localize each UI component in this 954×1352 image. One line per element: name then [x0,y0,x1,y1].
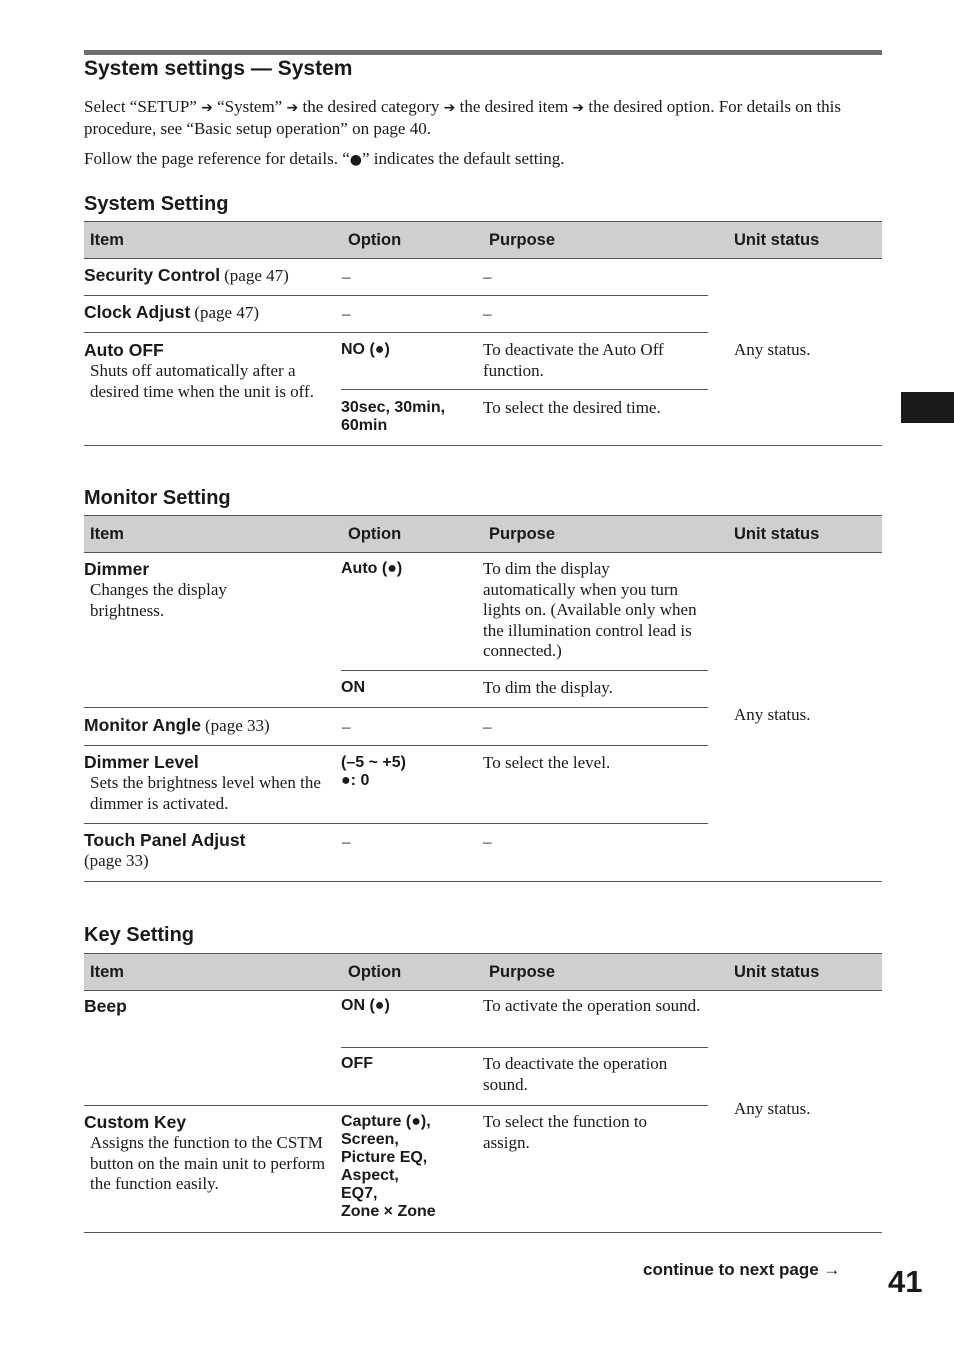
header-unit-status: Unit status [734,963,820,981]
option-cell: – [342,304,351,323]
table-bottom-rule [84,881,882,882]
item-name: Beep [84,996,127,1016]
monitor-setting-table [84,515,882,883]
system-setting-title: System Setting [84,193,229,215]
item-name: Auto OFF [84,340,164,360]
option-item: EQ7, [341,1185,378,1202]
row-divider [84,295,708,296]
table-header [84,515,882,553]
table-row-item [84,752,334,814]
item-name: Clock Adjust [84,302,191,322]
option-cell: – [342,832,351,851]
top-rule [84,50,882,55]
intro-text: the desired item [455,97,573,116]
item-description: Shuts off automatically after a desired time when the unit is off. [90,361,314,401]
note-text: Follow the page reference for details. “ [84,149,350,168]
header-option: Option [348,231,402,249]
key-setting-table [84,953,882,1234]
table-row-item [84,340,334,402]
header-purpose: Purpose [489,963,556,981]
purpose-cell: To select the desired time. [483,398,661,417]
purpose-cell: – [483,832,492,851]
item-name: Custom Key [84,1112,187,1132]
item-description: Assigns the function to the CSTM button on the main unit to perform the function easily. [90,1133,326,1193]
row-divider [84,332,708,333]
table-row-item [84,1112,334,1195]
header-item: Item [90,525,124,543]
continue-next-page: continue to next page → [643,1260,841,1279]
purpose-cell: – [483,267,492,286]
purpose-cell: To deactivate the Auto Off function. [483,340,664,380]
arrow-right-icon: ➔ [572,100,585,116]
header-purpose: Purpose [489,231,556,249]
header-item: Item [90,231,124,249]
page-number: 41 [888,1264,923,1299]
option-cell: OFF [341,1055,373,1072]
monitor-setting-title: Monitor Setting [84,487,231,509]
row-divider [84,745,708,746]
row-divider [341,1047,708,1048]
intro-text: “System” [212,97,287,116]
item-name: Dimmer [84,559,150,579]
option-cell [341,754,406,790]
intro-text: the desired option. For details on this procedure, see “Basic setup operation” on page 40. [84,97,842,138]
intro-paragraph [84,97,884,139]
option-cell: 30sec, 30min, 60min [341,399,446,434]
header-unit-status: Unit status [734,525,820,543]
arrow-right-icon: ➔ [443,100,456,116]
option-item: Screen, [341,1131,399,1148]
default-dot-icon: ● [349,152,362,168]
page-ref: (page 47) [194,303,259,322]
system-setting-table [84,221,882,446]
header-purpose: Purpose [489,525,556,543]
option-range: (–5 ~ +5) [341,754,406,771]
option-cell: – [342,267,351,286]
option-cell: NO (●) [341,341,390,358]
row-divider [341,670,708,671]
table-header [84,953,882,991]
key-setting-title: Key Setting [84,924,195,946]
arrow-right-icon: ➔ [201,100,213,116]
row-divider [84,823,708,824]
option-item: Picture EQ, [341,1149,428,1166]
purpose-cell: To activate the operation sound. [483,996,701,1015]
row-divider [341,389,708,390]
unit-status-cell: Any status. [734,340,811,359]
header-option: Option [348,525,402,543]
option-cell: Auto (●) [341,560,403,577]
purpose-cell: To dim the display. [483,678,613,697]
table-row-item [84,265,289,286]
section-thumb-tab [901,392,954,423]
page-title: System settings — System [84,57,353,80]
purpose-cell: To select the function to assign. [483,1112,648,1152]
option-item: Zone × Zone [341,1203,436,1220]
table-bottom-rule [84,445,882,446]
item-name: Touch Panel Adjust [84,830,246,850]
header-option: Option [348,963,402,981]
table-row-item [84,715,270,736]
purpose-cell: To select the level. [483,753,611,772]
purpose-cell: To dim the display automatically when you turn lights on. (Available only when the illumination control lead is connected.) [483,559,697,660]
item-name: Security Control [84,265,221,285]
intro-text: the desired category [298,97,444,116]
option-cell: ON [341,679,365,696]
item-name: Dimmer Level [84,752,199,772]
table-row-item [84,830,245,871]
note-text: ” indicates the default setting. [361,149,565,168]
unit-status-cell: Any status. [734,705,811,724]
purpose-cell: – [483,304,492,323]
default-note [84,149,884,171]
row-divider [84,707,708,708]
purpose-cell: To deactivate the operation sound. [483,1054,668,1094]
item-name: Monitor Angle [84,715,201,735]
page-ref: (page 33) [204,716,270,735]
intro-text: Select “SETUP” [84,97,202,116]
table-bottom-rule [84,1232,882,1233]
arrow-right-icon: ➔ [286,100,299,116]
unit-status-cell: Any status. [734,1099,811,1118]
table-header [84,221,882,259]
header-unit-status: Unit status [734,231,820,249]
option-list [341,1113,436,1221]
option-default: ●: 0 [341,772,370,789]
option-cell: – [342,717,351,736]
header-item: Item [90,963,124,981]
item-description: Sets the brightness level when the dimmer is activated. [90,773,321,813]
table-row-item [84,302,259,323]
page-ref: (page 33) [84,851,149,870]
option-item: Aspect, [341,1167,399,1184]
option-item: Capture (●), [341,1113,431,1130]
option-cell: ON (●) [341,997,390,1014]
table-row-item [84,559,334,621]
item-description: Changes the display brightness. [90,580,227,620]
purpose-cell: – [483,717,492,736]
row-divider [84,1105,708,1106]
page-ref: (page 47) [224,266,289,285]
